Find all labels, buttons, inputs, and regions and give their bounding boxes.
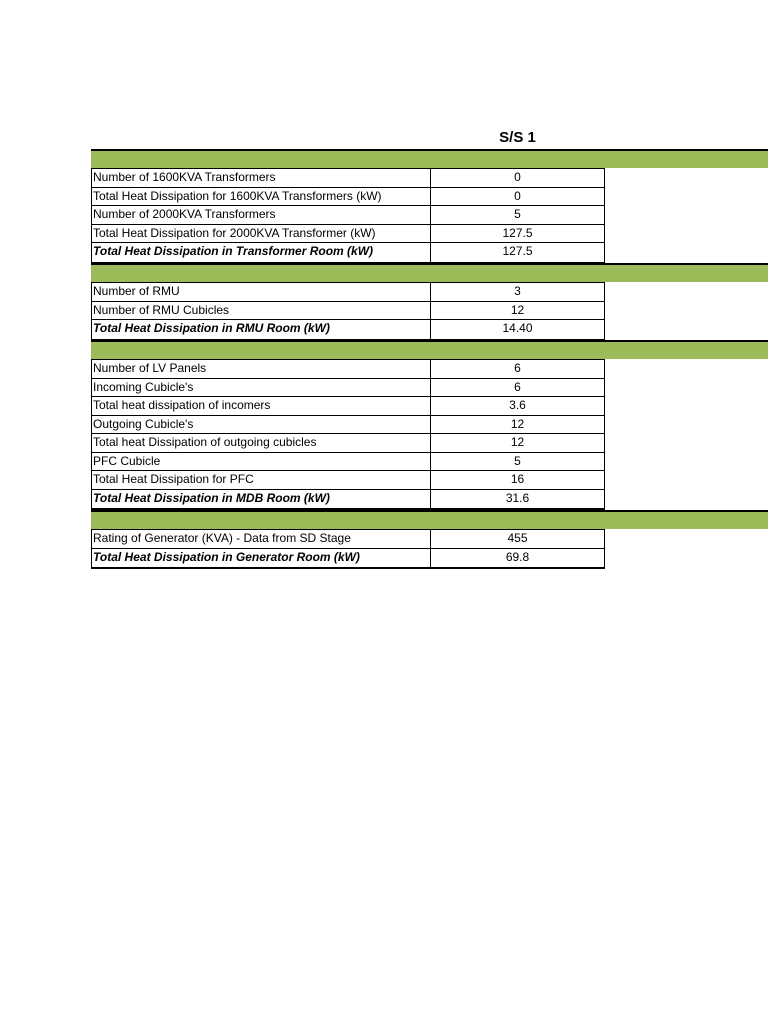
section-mdb-table — [91, 359, 605, 510]
row-label: Number of RMU — [92, 283, 431, 301]
row-label: Total heat Dissipation of outgoing cubicles — [92, 434, 431, 452]
row-label: Number of 1600KVA Transformers — [92, 169, 431, 187]
table-row-total — [92, 320, 604, 339]
row-value[interactable]: 69.8 — [505, 549, 530, 564]
row-value[interactable]: 0 — [514, 188, 521, 203]
table-row — [92, 302, 604, 321]
row-value[interactable]: 455 — [507, 531, 528, 545]
row-value[interactable]: 5 — [514, 453, 521, 468]
table-row — [92, 379, 604, 398]
row-label: Total Heat Dissipation for PFC — [92, 471, 431, 489]
column-header: S/S 1 — [499, 129, 536, 146]
row-label: Total Heat Dissipation in Generator Room (kW) — [92, 549, 431, 568]
row-label: Number of LV Panels — [92, 360, 431, 378]
table-row — [92, 169, 604, 188]
table-row-total — [92, 243, 604, 262]
row-value[interactable]: 6 — [514, 361, 521, 375]
section-rmu-table — [91, 282, 605, 341]
row-label: Total heat dissipation of incomers — [92, 397, 431, 415]
section-transformer-table — [91, 168, 605, 264]
table-row — [92, 397, 604, 416]
table-row — [92, 434, 604, 453]
section-band-rmu — [91, 263, 768, 282]
row-value[interactable]: 5 — [514, 207, 521, 221]
table-row-total — [92, 549, 604, 568]
row-value[interactable]: 127.5 — [502, 225, 533, 240]
table-row — [92, 206, 604, 225]
row-value[interactable]: 6 — [514, 379, 521, 394]
row-label: Number of RMU Cubicles — [92, 302, 431, 320]
row-value[interactable]: 127.5 — [502, 244, 533, 258]
table-row — [92, 471, 604, 490]
row-label: Rating of Generator (KVA) - Data from SD Stage — [92, 530, 431, 548]
table-row — [92, 530, 604, 549]
row-value[interactable]: 0 — [514, 170, 521, 184]
row-label: Outgoing Cubicle's — [92, 416, 431, 434]
row-value[interactable]: 14.40 — [502, 321, 533, 335]
table-row — [92, 453, 604, 472]
row-value[interactable]: 16 — [510, 472, 525, 486]
table-row — [92, 360, 604, 379]
section-band-mdb — [91, 340, 768, 359]
table-row — [92, 188, 604, 207]
row-label: PFC Cubicle — [92, 453, 431, 471]
table-row — [92, 416, 604, 435]
row-label: Total Heat Dissipation for 2000KVA Transformer (kW) — [92, 225, 431, 243]
row-value[interactable]: 12 — [510, 416, 525, 431]
row-value[interactable]: 31.6 — [505, 490, 530, 505]
section-generator-table — [91, 529, 605, 569]
table-row — [92, 225, 604, 244]
row-value[interactable]: 3 — [514, 284, 521, 298]
row-value[interactable]: 12 — [510, 435, 525, 449]
row-value[interactable]: 12 — [510, 302, 525, 317]
row-label: Total Heat Dissipation in RMU Room (kW) — [92, 320, 431, 339]
row-label: Incoming Cubicle's — [92, 379, 431, 397]
table-row — [92, 283, 604, 302]
section-band-transformer — [91, 149, 768, 168]
row-label: Number of 2000KVA Transformers — [92, 206, 431, 224]
row-label: Total Heat Dissipation in Transformer Room (kW) — [92, 243, 431, 262]
row-label: Total Heat Dissipation for 1600KVA Transformers (kW) — [92, 188, 431, 206]
section-band-generator — [91, 510, 768, 529]
table-row-total — [92, 490, 604, 509]
row-value[interactable]: 3.6 — [509, 398, 526, 412]
row-label: Total Heat Dissipation in MDB Room (kW) — [92, 490, 431, 509]
